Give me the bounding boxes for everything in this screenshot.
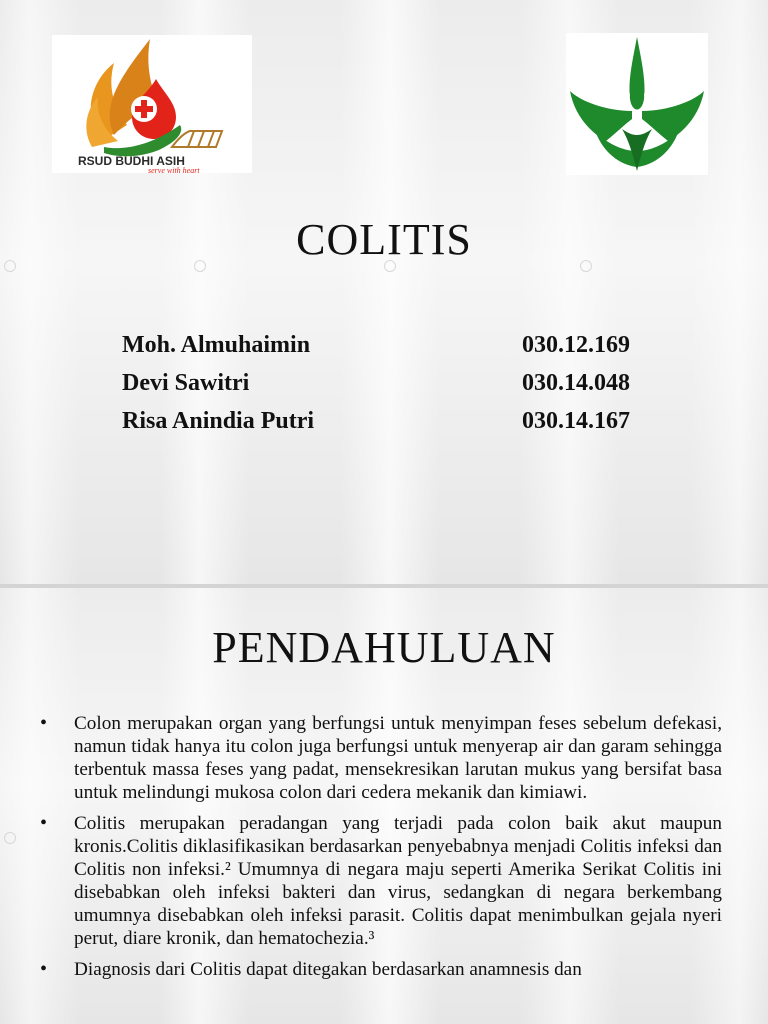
author-student-id: 030.14.048	[522, 369, 630, 396]
bullet-text: • Colon merupakan organ yang berfungsi untuk menyimpan feses sebelum defekasi, namun tidak hanya itu colon juga berfungsi untuk menyerap air dan garam sehingga terbentuk massa feses yang padat, mensekresikan larutan mukus yang bersifat basa untuk melindungi mukosa colon dari cedera mekanik dan kimiawi.	[74, 713, 722, 803]
bullet-item	[40, 958, 722, 981]
author-name: Risa Anindia Putri	[122, 407, 315, 434]
bullet-item	[40, 712, 722, 804]
author-row	[122, 364, 662, 402]
bullet-text: • Colitis merupakan peradangan yang terjadi pada colon baik akut maupun kronis.Colitis diklasifikasikan berdasarkan penyebabnya menjadi Colitis infeksi dan Colitis non infeksi.² Umumnya di negara maju seperti Amerika Serikat Colitis ini disebabkan oleh infeksi bakteri dan virus, sedangkan di negara berkembang umumnya disebabkan oleh infeksi parasit. Colitis dapat menimbulkan gejala nyeri perut, diare kronik, dan hematochezia.³	[74, 813, 722, 949]
author-row	[122, 402, 662, 440]
bullet-text: • Diagnosis dari Colitis dapat ditegakan berdasarkan anamnesis dan	[74, 959, 582, 980]
slide-title: PENDAHULUAN	[212, 623, 556, 672]
bullet-item	[40, 812, 722, 950]
logo-brand-text: RSUD BUDHI ASIH	[78, 154, 185, 168]
university-emblem-logo	[566, 33, 708, 175]
logo-tagline-text: serve with heart	[148, 166, 200, 173]
introduction-slide	[0, 588, 768, 1024]
author-row	[122, 326, 662, 364]
author-name: Moh. Almuhaimin	[122, 331, 311, 358]
bullet-list	[40, 712, 722, 989]
slide-title: COLITIS	[296, 215, 472, 264]
author-student-id: 030.12.169	[522, 331, 630, 358]
author-student-id: 030.14.167	[522, 407, 630, 434]
rsud-budhi-asih-logo	[52, 35, 252, 173]
author-name: Devi Sawitri	[122, 369, 250, 396]
watermark-dot-icon	[4, 832, 16, 844]
author-list	[122, 326, 662, 440]
